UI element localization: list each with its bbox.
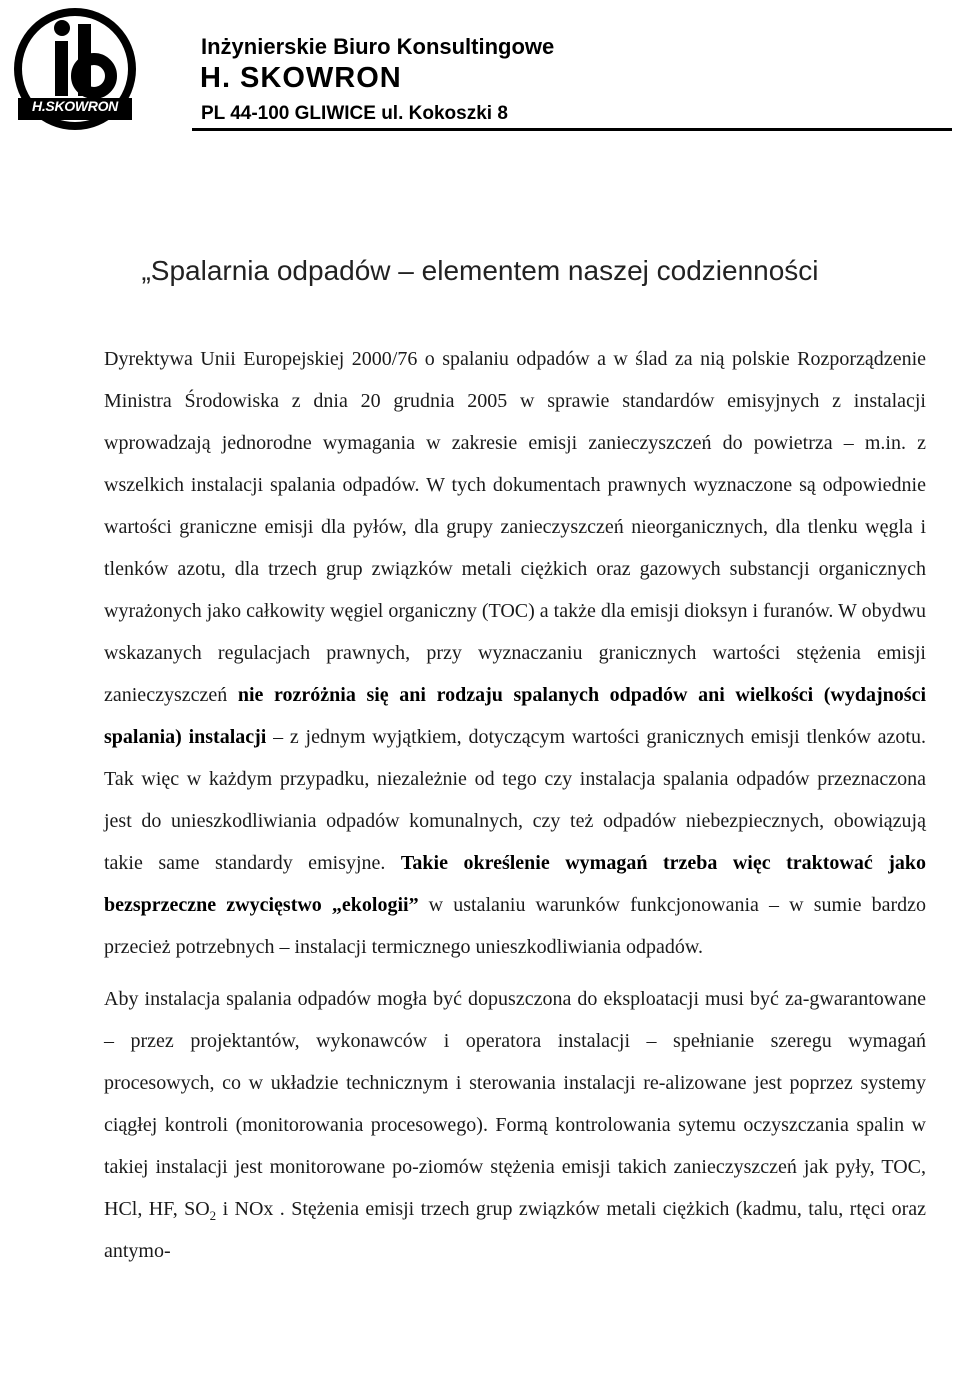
- company-title: Inżynierskie Biuro Konsultingowe: [201, 34, 555, 59]
- paragraph-2-subscript: 2: [209, 1208, 217, 1223]
- company-address: PL 44-100 GLIWICE ul. Kokoszki 8: [201, 103, 508, 124]
- paragraph-2-text-b: i NOx . Stężenia emisji trzech grup związków metali ciężkich (kadmu, talu, rtęci oraz antymo-: [104, 1198, 926, 1262]
- document-title: „Spalarnia odpadów – elementem naszej codzienności: [141, 255, 819, 286]
- logo-text: H.SKOWRON: [32, 98, 118, 114]
- paragraph-1-text-c: w ustalaniu warunków funkcjonowania – w sumie bardzo przecież potrzebnych – instalacji termicznego unieszkodliwiania odpadów.: [104, 894, 926, 958]
- letterhead: [0, 0, 960, 140]
- paragraph-2: [104, 978, 926, 1272]
- company-name: H. SKOWRON: [200, 62, 402, 94]
- paragraph-1-bold-b: Takie określenie wymagań trzeba więc traktować jako bezsprzeczne zwycięstwo „ekologii”: [104, 852, 927, 916]
- paragraph-1-bold-a: nie rozróżnia się ani rodzaju spalanych odpadów ani wielkości (wydajności spalania) instalacji: [104, 684, 926, 748]
- paragraph-1-text-b: – z jednym wyjątkiem, dotyczącym wartości granicznych emisji tlenków azotu. Tak więc w każdym przypadku, niezależnie od tego czy instalacja spalania odpadów przeznaczona jest do unieszkodliwiania odpadów komunalnych, czy też odpadów niebezpiecznych, obowiązują takie same standardy emisyjne.: [104, 726, 926, 874]
- paragraph-1: [104, 338, 926, 968]
- paragraph-1-text-a: Dyrektywa Unii Europejskiej 2000/76 o spalaniu odpadów a w ślad za nią polskie Rozporządzenie Ministra Środowiska z dnia 20 grudnia 2005 w sprawie standardów emisyjnych z instalacji wprowadzają jednorodne wymagania w zakresie emisji zanieczyszczeń do powietrza – m.in. z wszelkich instalacji spalania odpadów. W tych dokumentach prawnych wyznaczone są odpowiednie wartości graniczne emisji dla pyłów, dla grupy zanieczyszczeń nieorganicznych, dla tlenku węgla i tlenków azotu, dla trzech grup związków metali ciężkich oraz gazowych substancji organicznych wyrażonych jako całkowity węgiel organiczny (TOC) a także dla emisji dioksyn i furanów. W obydwu wskazanych regulacjach prawnych, przy wyznaczaniu granicznych wartości stężenia emisji zanieczyszczeń: [104, 348, 927, 706]
- header-divider: [192, 128, 952, 131]
- document-body: [104, 338, 926, 1272]
- paragraph-2-text-a: Aby instalacja spalania odpadów mogła być dopuszczona do eksploatacji musi być za-gwarantowane – przez projektantów, wykonawców i operatora instalacji – spełnianie szeregu wymagań procesowych, co w układzie technicznym i sterowania instalacji re-alizowane jest poprzez systemy ciągłej kontroli (monitorowania procesowego). Formą kontrolowania sytemu oczyszczania spalin w takiej instalacji jest monitorowane po-ziomów stężenia emisji takich zanieczyszczeń jak pyły, TOC, HCl, HF, SO: [104, 988, 926, 1220]
